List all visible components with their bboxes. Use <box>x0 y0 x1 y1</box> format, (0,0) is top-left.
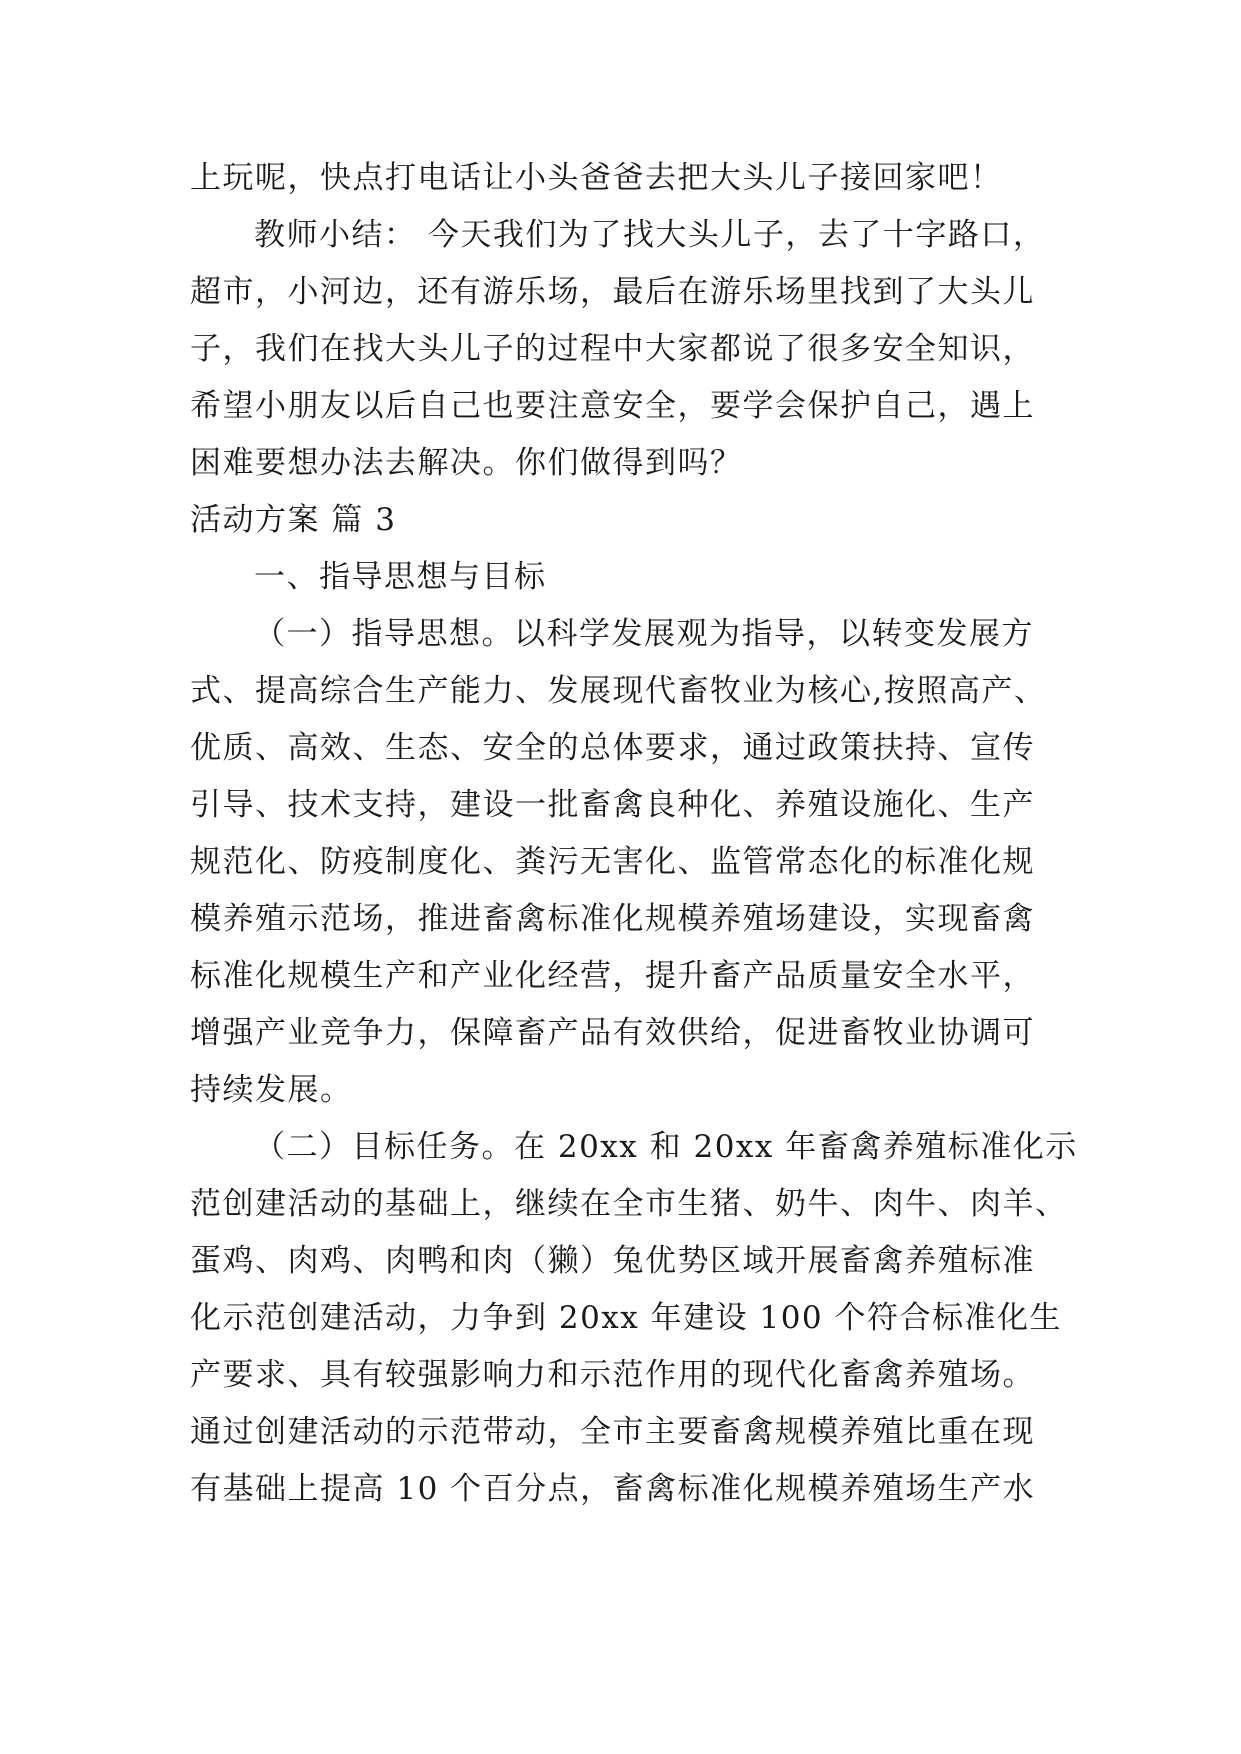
paragraph-line: 优质、高效、生态、安全的总体要求，通过政策扶持、宣传 <box>190 730 1035 766</box>
paragraph-line: 式、提高综合生产能力、发展现代畜牧业为核心,按照高产、 <box>190 673 1047 709</box>
paragraph-line: 通过创建活动的示范带动，全市主要畜禽规模养殖比重在现 <box>190 1414 1035 1450</box>
paragraph-line: 教师小结： 今天我们为了找大头儿子，去了十字路口， <box>254 217 1046 253</box>
paragraph-line: 规范化、防疫制度化、粪污无害化、监管常态化的标准化规 <box>190 844 1035 880</box>
paragraph-line: 蛋鸡、肉鸡、肉鸭和肉（獭）兔优势区域开展畜禽养殖标准 <box>190 1243 1035 1279</box>
paragraph-line: 子，我们在找大头儿子的过程中大家都说了很多安全知识， <box>190 331 1035 367</box>
paragraph-line: 希望小朋友以后自己也要注意安全，要学会保护自己，遇上 <box>190 388 1035 424</box>
paragraph-line: 范创建活动的基础上，继续在全市生猪、奶牛、肉牛、肉羊、 <box>190 1186 1068 1222</box>
section-heading: 活动方案 篇 3 <box>190 502 397 538</box>
paragraph-line: 持续发展。 <box>190 1072 353 1108</box>
paragraph-line: 引导、技术支持，建设一批畜禽良种化、养殖设施化、生产 <box>190 787 1035 823</box>
paragraph-line: 超市，小河边，还有游乐场，最后在游乐场里找到了大头儿 <box>190 274 1035 310</box>
paragraph-line: 增强产业竞争力，保障畜产品有效供给，促进畜牧业协调可 <box>190 1015 1035 1051</box>
subsection-heading: 一、指导思想与目标 <box>254 559 547 595</box>
paragraph-line: 模养殖示范场，推进畜禽标准化规模养殖场建设，实现畜禽 <box>190 901 1035 937</box>
paragraph-line: （一）指导思想。以科学发展观为指导，以转变发展方 <box>254 616 1034 652</box>
paragraph-line: 上玩呢，快点打电话让小头爸爸去把大头儿子接回家吧！ <box>190 160 1003 196</box>
paragraph-line: 产要求、具有较强影响力和示范作用的现代化畜禽养殖场。 <box>190 1357 1035 1393</box>
paragraph-line: 化示范创建活动，力争到 20xx 年建设 100 个符合标准化生 <box>190 1300 1062 1336</box>
paragraph-line: 困难要想办法去解决。你们做得到吗？ <box>190 445 743 481</box>
paragraph-line: （二）目标任务。在 20xx 和 20xx 年畜禽养殖标准化示 <box>254 1129 1078 1165</box>
paragraph-line: 有基础上提高 10 个百分点，畜禽标准化规模养殖场生产水 <box>190 1471 1036 1507</box>
paragraph-line: 标准化规模生产和产业化经营，提升畜产品质量安全水平， <box>190 958 1035 994</box>
